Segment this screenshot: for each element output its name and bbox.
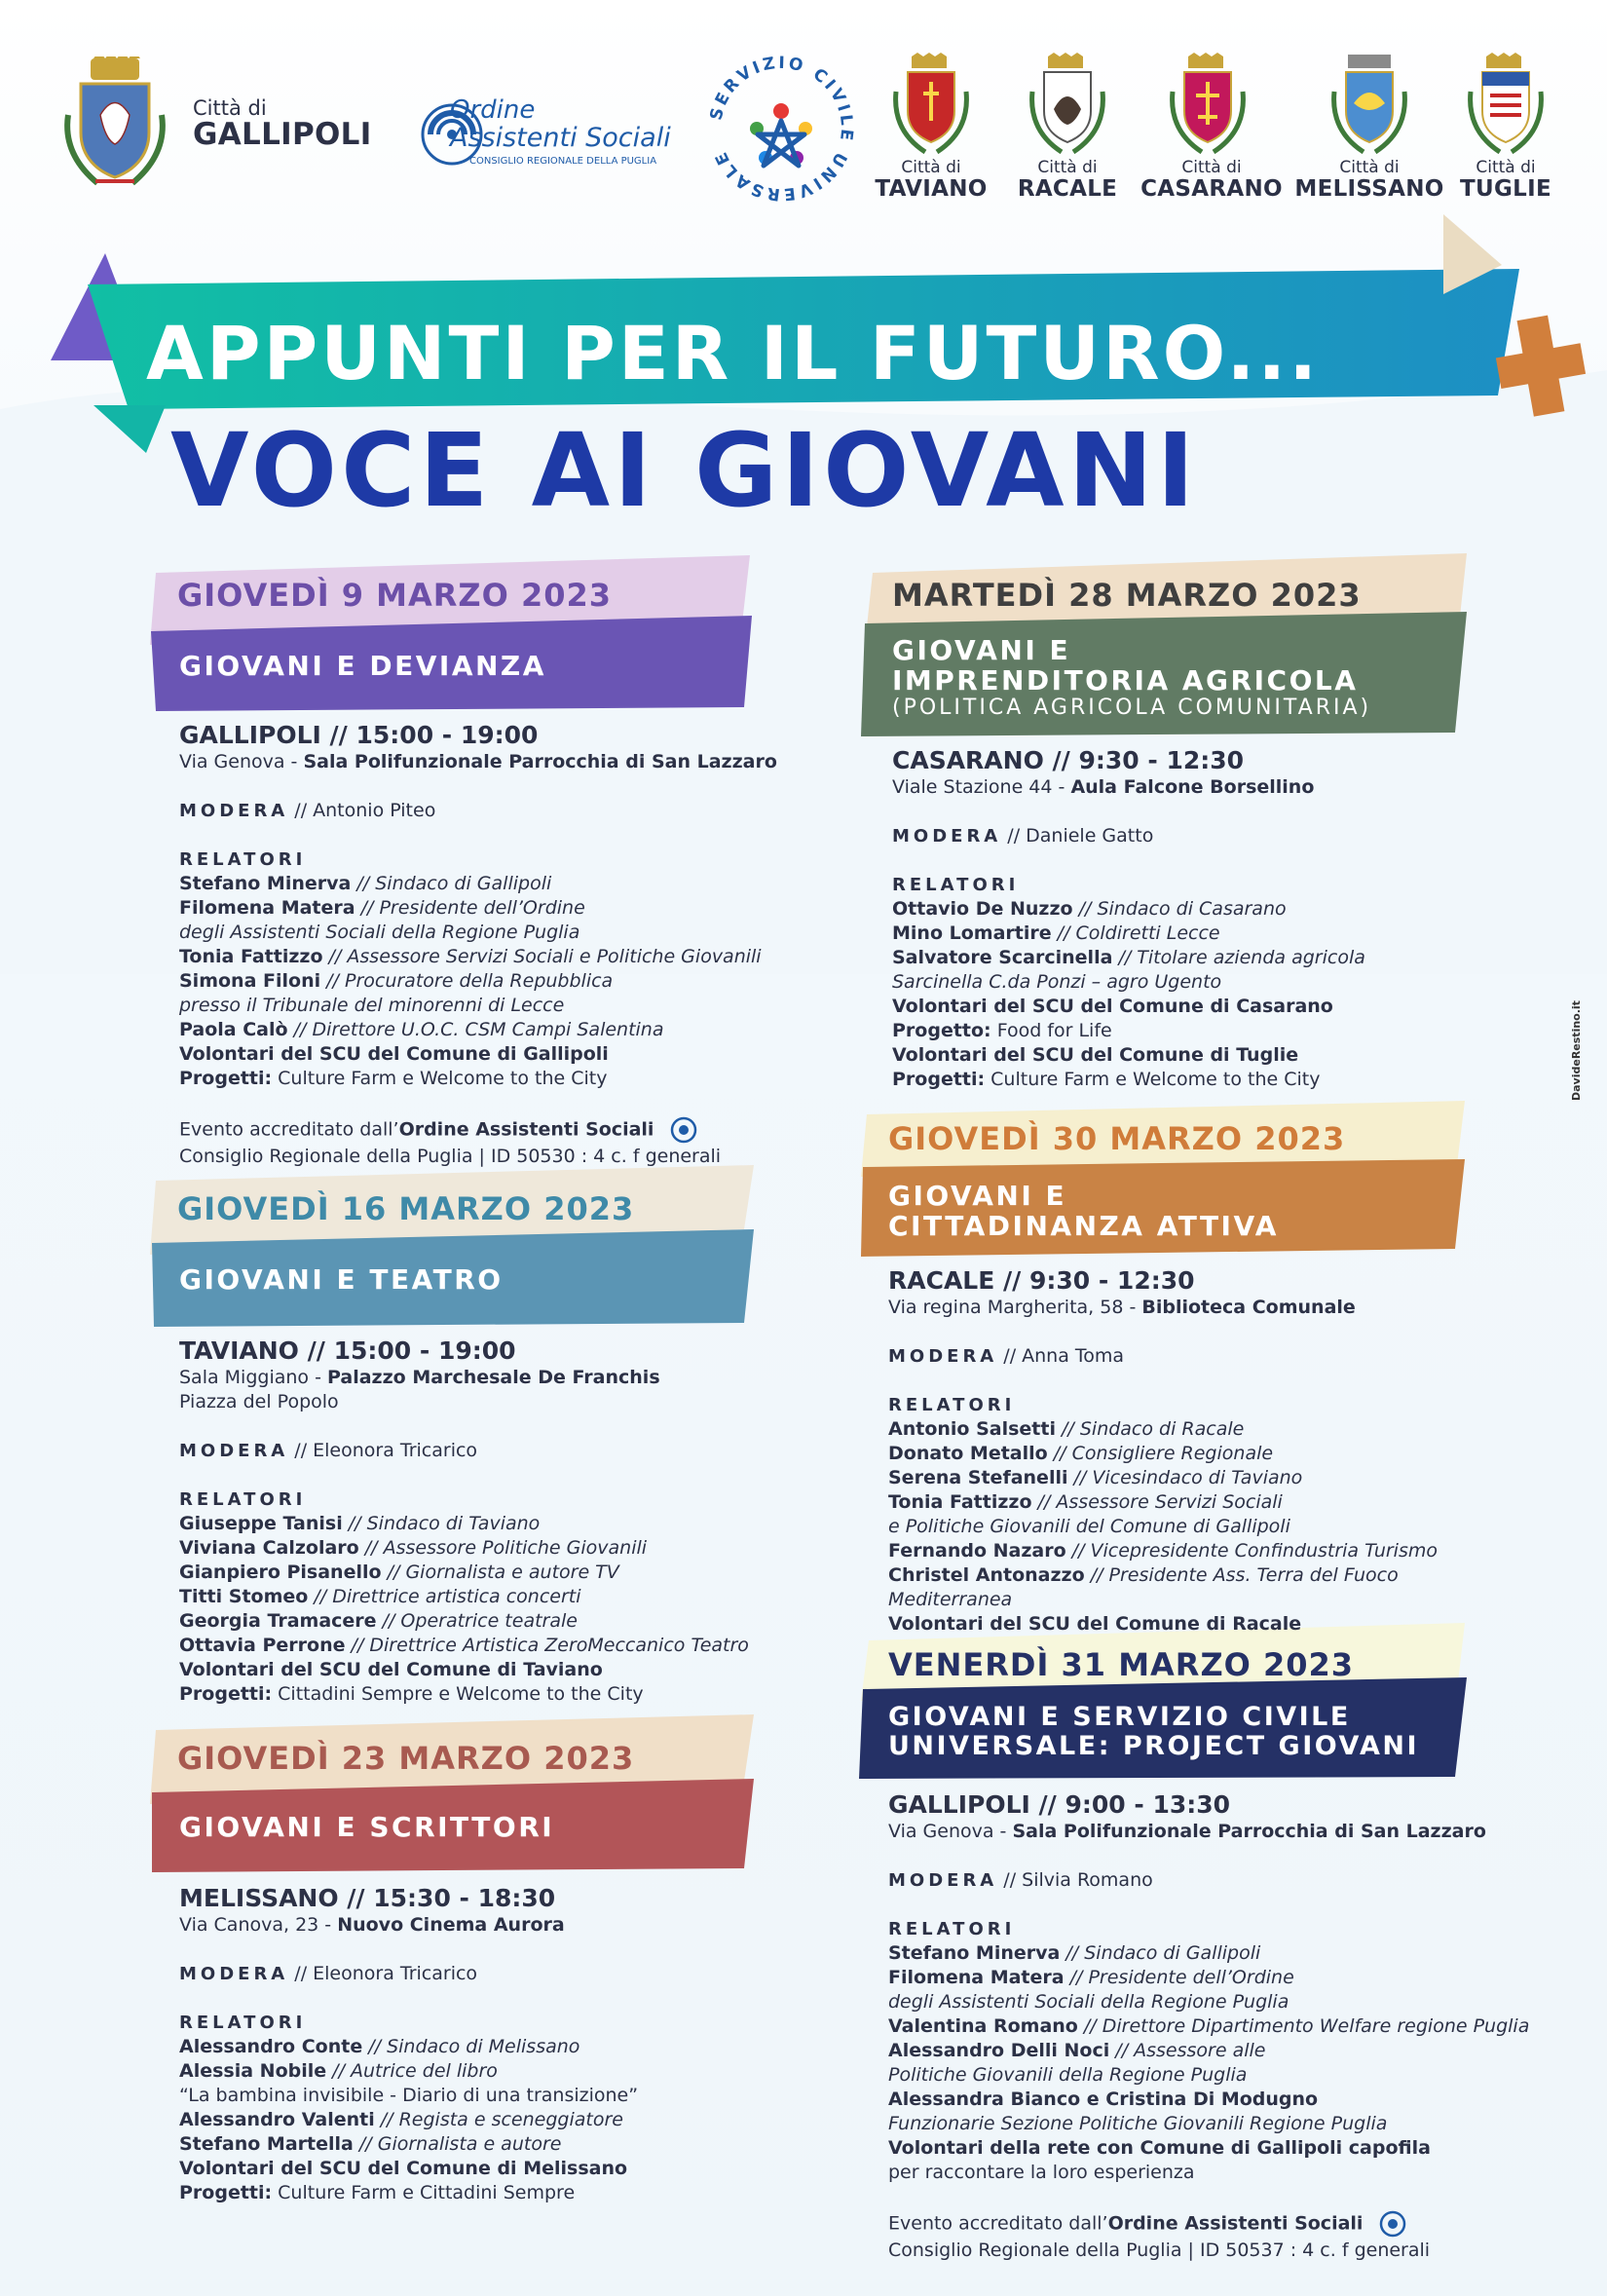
e6-r4-name: Alessandro Delli Noci — [888, 2040, 1110, 2061]
e5-r3 — [888, 1466, 1512, 1490]
e2-r2 — [179, 1536, 803, 1561]
e1-acc-line2: Consiglio Regionale della Puglia | ID 50530 : 4 c. f generali — [179, 1146, 722, 1167]
e3-r5-name: Volontari del SCU del Comune di Melissano — [179, 2158, 628, 2179]
e6-modera-name: // Silvia Romano — [997, 1869, 1153, 1891]
e5-theme-line1: GIOVANI E — [888, 1180, 1067, 1212]
e2-r3 — [179, 1561, 803, 1585]
e4-theme — [892, 635, 1371, 720]
e4-r3-role-cont: Sarcinella C.da Ponzi – agro Ugento — [892, 971, 1222, 993]
e5-r4-role-cont: e Politiche Giovanili del Comune di Gallipoli — [888, 1516, 1290, 1537]
e2-r5 — [179, 1609, 803, 1634]
e6-r2-role: // Presidente dell’Ordine — [1064, 1967, 1294, 1988]
e1-modera-label: MODERA — [179, 801, 289, 821]
e1-r5-role: // Direttore U.O.C. CSM Campi Salentina — [287, 1019, 664, 1040]
e5-r5-name: Fernando Nazaro — [888, 1540, 1066, 1562]
e1-place: GALLIPOLI // 15:00 - 19:00 — [179, 721, 539, 749]
racale-line1: Città di — [1037, 158, 1098, 177]
racale-line2: RACALE — [1017, 175, 1118, 202]
e4-address — [892, 775, 1515, 800]
e4-progetto — [892, 1019, 1515, 1043]
e4-r3-name: Salvatore Scarcinella — [892, 947, 1113, 968]
e5-r2-role: // Consigliere Regionale — [1047, 1443, 1274, 1464]
e3-address — [179, 1913, 803, 1938]
e2-info — [179, 1336, 803, 1707]
e5-r4-role: // Assessore Servizi Sociali — [1031, 1491, 1283, 1513]
e4-r1 — [892, 897, 1515, 922]
e3-r1 — [179, 2035, 803, 2059]
e1-address-plain: Via Genova - — [179, 751, 304, 772]
e4-r2-role: // Coldiretti Lecce — [1051, 922, 1220, 944]
e1-progetti — [179, 1067, 803, 1091]
e1-r1-name: Stefano Minerva — [179, 873, 352, 894]
e2-modera-name: // Eleonora Tricarico — [288, 1440, 478, 1461]
e5-r3-role: // Vicesindaco di Taviano — [1067, 1467, 1303, 1488]
e2-progetti-label: Progetti: — [179, 1683, 273, 1705]
e2-r2-name: Viviana Calzolaro — [179, 1537, 359, 1559]
e5-r7-name: Volontari del SCU del Comune di Racale — [888, 1613, 1302, 1635]
e3-r1-role: // Sindaco di Melissano — [362, 2036, 580, 2057]
e5-address-plain: Via regina Margherita, 58 - — [888, 1297, 1142, 1318]
e1-date: GIOVEDÌ 9 MARZO 2023 — [177, 577, 613, 614]
e4-theme-line1: GIOVANI E — [892, 634, 1071, 666]
melissano-line2: MELISSANO — [1294, 175, 1444, 202]
e4-address-bold: Aula Falcone Borsellino — [1070, 776, 1315, 798]
e3-r1-name: Alessandro Conte — [179, 2036, 363, 2057]
e2-theme: GIOVANI E TEATRO — [179, 1263, 504, 1296]
e4-progetto-text: Food for Life — [990, 1020, 1112, 1041]
e1-r5-name: Paola Calò — [179, 1019, 288, 1040]
e2-address-plain: Sala Miggiano - — [179, 1367, 327, 1388]
oas-line3: CONSIGLIO REGIONALE DELLA PUGLIA — [469, 156, 657, 167]
e5-r6-name: Christel Antonazzo — [888, 1564, 1085, 1586]
e3-relatori-label: RELATORI — [179, 2013, 307, 2033]
e1-r3 — [179, 945, 803, 969]
oas-line1: Ordine — [450, 95, 536, 125]
e6-address — [888, 1820, 1531, 1844]
e4-r1-name: Ottavio De Nuzzo — [892, 898, 1073, 920]
e2-progetti — [179, 1682, 803, 1707]
taviano-line1: Città di — [901, 158, 961, 177]
e1-theme: GIOVANI E DEVIANZA — [179, 650, 546, 682]
e2-r4-name: Titti Stomeo — [179, 1586, 309, 1607]
e1-r6-name: Volontari del SCU del Comune di Gallipoli — [179, 1043, 609, 1065]
e2-modera-label: MODERA — [179, 1441, 289, 1461]
e1-r3-name: Tonia Fattizzo — [179, 946, 323, 967]
e1-r3-role: // Assessore Servizi Sociali e Politiche Giovanili — [322, 946, 762, 967]
e6-r4-role-cont: Politiche Giovanili della Regione Puglia — [888, 2064, 1248, 2086]
e6-date: VENERDÌ 31 MARZO 2023 — [888, 1646, 1355, 1683]
e3-progetti-text: Culture Farm e Cittadini Sempre — [272, 2182, 576, 2203]
e5-info — [888, 1266, 1512, 1637]
e5-r6-role: // Presidente Ass. Terra del Fuoco Mediterranea — [888, 1564, 1399, 1610]
e3-modera-label: MODERA — [179, 1964, 289, 1984]
e2-r1-role: // Sindaco di Taviano — [342, 1513, 541, 1534]
e4-progetti-label: Progetti: — [892, 1069, 986, 1090]
e6-r3-name: Valentina Romano — [888, 2015, 1078, 2037]
e5-r2 — [888, 1442, 1512, 1466]
e2-relatori-label: RELATORI — [179, 1489, 307, 1510]
e1-r1 — [179, 872, 803, 896]
e3-r4-name: Stefano Martella — [179, 2133, 354, 2155]
e3-r3-role: // Regista e sceneggiatore — [374, 2109, 623, 2130]
e2-r1 — [179, 1512, 803, 1536]
e6-r6-cont: per raccontare la loro esperienza — [888, 2162, 1195, 2183]
e4-progetto-label: Progetto: — [892, 1020, 991, 1041]
e6-r1 — [888, 1941, 1531, 1966]
e3-modera-name: // Eleonora Tricarico — [288, 1963, 478, 1984]
e5-modera — [888, 1344, 1512, 1369]
e5-r4 — [888, 1490, 1512, 1515]
e2-r6-role: // Direttrice Artistica ZeroMeccanico Teatro — [345, 1635, 749, 1656]
e5-r5-role: // Vicepresidente Confindustria Turismo — [1065, 1540, 1438, 1562]
title-line1: APPUNTI PER IL FUTURO... — [146, 310, 1321, 396]
e4-address-plain: Viale Stazione 44 - — [892, 776, 1071, 798]
e1-r2-role-cont: degli Assistenti Sociali della Regione Puglia — [179, 922, 580, 943]
e3-progetti — [179, 2181, 803, 2205]
e4-r2-name: Mino Lomartire — [892, 922, 1052, 944]
e2-r1-name: Giuseppe Tanisi — [179, 1513, 343, 1534]
e5-theme — [888, 1181, 1279, 1242]
gallipoli-line1: Città di — [193, 96, 267, 120]
e5-r3-name: Serena Stefanelli — [888, 1467, 1068, 1488]
e6-r3 — [888, 2014, 1531, 2039]
e6-r1-role: // Sindaco di Gallipoli — [1060, 1942, 1261, 1964]
e5-r1 — [888, 1417, 1512, 1442]
e2-r5-role: // Operatrice teatrale — [376, 1610, 578, 1632]
e2-r5-name: Georgia Tramacere — [179, 1610, 377, 1632]
e1-modera-name: // Antonio Piteo — [288, 800, 436, 821]
e5-date: GIOVEDÌ 30 MARZO 2023 — [888, 1120, 1346, 1157]
e6-acc-line2: Consiglio Regionale della Puglia | ID 50537 : 4 c. f generali — [888, 2240, 1431, 2261]
e1-progetti-text: Culture Farm e Welcome to the City — [272, 1068, 608, 1089]
oas-small-logo-icon — [1378, 2209, 1407, 2239]
e4-place: CASARANO // 9:30 - 12:30 — [892, 746, 1245, 774]
e3-r2 — [179, 2059, 803, 2084]
e2-address-line2: Piazza del Popolo — [179, 1391, 339, 1412]
e4-modera — [892, 824, 1515, 848]
e2-address — [179, 1366, 803, 1390]
e1-acc-bold: Ordine Assistenti Sociali — [398, 1118, 654, 1141]
e1-acc-plain: Evento accreditato dall’ — [179, 1118, 399, 1141]
e5-r4-name: Tonia Fattizzo — [888, 1491, 1032, 1513]
e4-r5-name: Volontari del SCU del Comune di Tuglie — [892, 1044, 1299, 1066]
e1-modera — [179, 799, 803, 823]
e4-r3 — [892, 946, 1515, 970]
e3-r2-name: Alessia Nobile — [179, 2060, 327, 2082]
gallipoli-line2: GALLIPOLI — [193, 117, 372, 153]
e6-r5-name: Alessandra Bianco e Cristina Di Modugno — [888, 2089, 1319, 2110]
e1-r4-role: // Procuratore della Repubblica — [320, 970, 614, 992]
e2-place: TAVIANO // 15:00 - 19:00 — [179, 1336, 516, 1365]
e6-place: GALLIPOLI // 9:00 - 13:30 — [888, 1790, 1231, 1819]
e3-address-bold: Nuovo Cinema Aurora — [337, 1914, 565, 1936]
e1-r2 — [179, 896, 803, 921]
e1-address — [179, 750, 803, 774]
e2-r2-role: // Assessore Politiche Giovanili — [358, 1537, 648, 1559]
e2-progetti-text: Cittadini Sempre e Welcome to the City — [272, 1683, 644, 1705]
e5-r1-role: // Sindaco di Racale — [1055, 1418, 1245, 1440]
e6-info — [888, 1790, 1531, 2263]
e3-r2-role: // Autrice del libro — [326, 2060, 498, 2082]
e6-modera — [888, 1868, 1531, 1893]
casarano-line2: CASARANO — [1140, 175, 1283, 202]
e2-address-bold: Palazzo Marchesale De Franchis — [326, 1367, 660, 1388]
e6-modera-label: MODERA — [888, 1870, 998, 1891]
e1-address-bold: Sala Polifunzionale Parrocchia di San Lazzaro — [303, 751, 777, 772]
e6-address-plain: Via Genova - — [888, 1821, 1013, 1842]
e1-r4 — [179, 969, 803, 994]
e6-acc-plain: Evento accreditato dall’ — [888, 2212, 1108, 2235]
e2-r7-name: Volontari del SCU del Comune di Taviano — [179, 1659, 603, 1680]
e6-theme-line2: UNIVERSALE: PROJECT GIOVANI — [888, 1731, 1420, 1762]
e2-r3-role: // Giornalista e autore TV — [381, 1562, 619, 1583]
e3-date: GIOVEDÌ 23 MARZO 2023 — [177, 1740, 635, 1777]
scu-ring-text: SERVIZIO CIVILE UNIVERSALE — [706, 53, 857, 205]
e2-r3-name: Gianpiero Pisanello — [179, 1562, 382, 1583]
e5-theme-line2: CITTADINANZA ATTIVA — [888, 1210, 1279, 1243]
e2-date: GIOVEDÌ 16 MARZO 2023 — [177, 1190, 635, 1227]
e5-relatori-label: RELATORI — [888, 1395, 1016, 1415]
e3-theme: GIOVANI E SCRITTORI — [179, 1811, 555, 1843]
e1-accreditation — [179, 1115, 803, 1145]
e4-modera-name: // Daniele Gatto — [1001, 825, 1154, 847]
e6-theme-line1: GIOVANI E SERVIZIO CIVILE — [888, 1702, 1351, 1732]
melissano-line1: Città di — [1339, 158, 1400, 177]
e2-modera — [179, 1439, 803, 1463]
taviano-line2: TAVIANO — [875, 175, 988, 202]
e5-r2-name: Donato Metallo — [888, 1443, 1048, 1464]
e6-r4-role: // Assessore alle — [1109, 2040, 1266, 2061]
e4-r4-name: Volontari del SCU del Comune di Casarano — [892, 996, 1333, 1017]
tuglie-line1: Città di — [1476, 158, 1536, 177]
e6-r3-role: // Direttore Dipartimento Welfare regione Puglia — [1077, 2015, 1530, 2037]
e2-r6-name: Ottavia Perrone — [179, 1635, 346, 1656]
e3-progetti-label: Progetti: — [179, 2182, 273, 2203]
e1-r4-name: Simona Filoni — [179, 970, 321, 992]
e6-r5-role-cont: Funzionarie Sezione Politiche Giovanili Regione Puglia — [888, 2113, 1388, 2134]
e1-progetti-label: Progetti: — [179, 1068, 273, 1089]
e6-accreditation — [888, 2209, 1531, 2239]
e5-r1-name: Antonio Salsetti — [888, 1418, 1056, 1440]
casarano-line1: Città di — [1181, 158, 1242, 177]
title-line2: VOCE AI GIOVANI — [170, 411, 1199, 530]
e3-r3-name: Alessandro Valenti — [179, 2109, 375, 2130]
e3-modera — [179, 1962, 803, 1986]
e4-progetti-text: Culture Farm e Welcome to the City — [985, 1069, 1321, 1090]
e3-r4-role: // Giornalista e autore — [353, 2133, 562, 2155]
e6-address-bold: Sala Polifunzionale Parrocchia di San Lazzaro — [1012, 1821, 1486, 1842]
e4-theme-line3: (POLITICA AGRICOLA COMUNITARIA) — [892, 695, 1372, 720]
e1-r4-role-cont: presso il Tribunale del minorenni di Lecce — [179, 995, 565, 1016]
e3-info — [179, 1884, 803, 2205]
e4-info — [892, 746, 1515, 1092]
e3-address-plain: Via Canova, 23 - — [179, 1914, 338, 1936]
designer-credit: DavideRestino.it — [1570, 1000, 1583, 1101]
e5-place: RACALE // 9:30 - 12:30 — [888, 1266, 1195, 1295]
e3-place: MELISSANO // 15:30 - 18:30 — [179, 1884, 556, 1912]
e4-modera-label: MODERA — [892, 826, 1002, 847]
e2-r4-role: // Direttrice artistica concerti — [308, 1586, 581, 1607]
e5-address-bold: Biblioteca Comunale — [1141, 1297, 1356, 1318]
tuglie-line2: TUGLIE — [1460, 175, 1551, 202]
e1-r2-role: // Presidente dell’Ordine — [355, 897, 585, 919]
e4-date: MARTEDÌ 28 MARZO 2023 — [892, 577, 1362, 614]
e4-theme-line2: IMPRENDITORIA AGRICOLA — [892, 664, 1359, 697]
e2-r4 — [179, 1585, 803, 1609]
e6-acc-bold: Ordine Assistenti Sociali — [1107, 2212, 1364, 2235]
e4-r1-role: // Sindaco di Casarano — [1072, 898, 1287, 920]
e1-r1-role: // Sindaco di Gallipoli — [351, 873, 552, 894]
e1-relatori-label: RELATORI — [179, 849, 307, 870]
e1-r5 — [179, 1018, 803, 1042]
e2-r6 — [179, 1634, 803, 1658]
e6-r1-name: Stefano Minerva — [888, 1942, 1061, 1964]
e3-r4 — [179, 2132, 803, 2157]
e1-r2-name: Filomena Matera — [179, 897, 355, 919]
e6-r2 — [888, 1966, 1531, 1990]
e5-modera-name: // Anna Toma — [997, 1345, 1125, 1367]
e4-progetti — [892, 1068, 1515, 1092]
e5-r6 — [888, 1563, 1512, 1612]
e3-r2-role-cont: “La bambina invisibile - Diario di una transizione” — [179, 2085, 639, 2106]
e5-r5 — [888, 1539, 1512, 1563]
e6-r4 — [888, 2039, 1531, 2063]
e4-relatori-label: RELATORI — [892, 875, 1020, 895]
e1-info — [179, 721, 803, 1169]
oas-line2: Assistenti Sociali — [450, 123, 671, 153]
e6-r2-role-cont: degli Assistenti Sociali della Regione Puglia — [888, 1991, 1289, 2013]
e5-address — [888, 1296, 1512, 1320]
oas-small-logo-icon — [669, 1115, 698, 1145]
e6-relatori-label: RELATORI — [888, 1919, 1016, 1939]
e4-r2 — [892, 922, 1515, 946]
e5-modera-label: MODERA — [888, 1346, 998, 1367]
e3-r3 — [179, 2108, 803, 2132]
e6-r2-name: Filomena Matera — [888, 1967, 1065, 1988]
e6-r6-name: Volontari della rete con Comune di Gallipoli capofila — [888, 2137, 1431, 2159]
e4-r3-role: // Titolare azienda agricola — [1112, 947, 1365, 968]
e6-theme — [888, 1703, 1419, 1761]
